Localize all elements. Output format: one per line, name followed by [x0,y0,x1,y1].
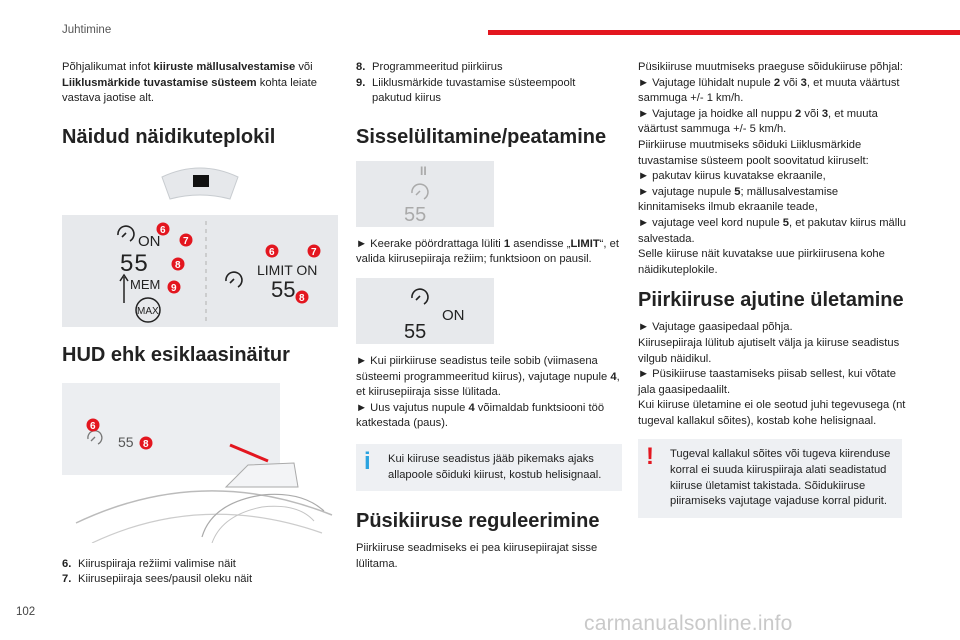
bullet-speed-shown: ► pakutav kiirus kuvatakse ekraanile, [638,170,826,183]
paragraph-enable: ► Kui piirkiiruse seadistus teile sobib (viimasena süsteemi programmeeritud kiirus), vajutage nupule 4, et kiirusepiiraja sisse lülitada. [356,354,620,399]
paragraph-new-limit: Selle kiiruse näit kuvatakse uue piirkiirusena kohe näidikuteplokile. [638,248,885,276]
info-notice [356,444,622,491]
legend-list-col1 [62,557,338,588]
pause-symbol: II [420,163,427,178]
callout-6-right [266,244,279,258]
warning-notice [638,439,902,517]
paragraph-change-speed: Püsikiiruse muutmiseks praeguse sõidukiiruse põhjal: [638,61,903,73]
paragraph-limiter-off: Kiirusepiiraja lülitub ajutiselt välja ja kiiruse seadistus vilgub näidikul. [638,336,900,365]
speed-value-right: 55 [271,276,296,302]
speed-value-left: 55 [120,249,149,277]
svg-text:8: 8 [143,438,149,450]
heading-temporary-exceed: Piirkiiruse ajutine ületamine [638,289,904,312]
on-label-left: ON [138,232,161,250]
max-label: MAX [137,305,159,317]
bullet-release-pedal: ► Püsikiiruse taastamiseks piisab sellest, kui võtate jala gaasipedaalilt. [638,368,896,396]
callout-7-right [308,244,321,258]
paragraph-activate: ► Keerake pöördrattaga lüliti 1 asendisse „LIMIT“, et valida kiirusepiiraja režiim; funktsioon on pausil. [356,237,619,266]
bullet-short-press: ► Vajutage lühidalt nupule 2 või 3, et muuta väärtust sammuga +/- 1 km/h. [638,76,900,105]
svg-text:7: 7 [311,246,317,258]
column-2 [356,60,622,572]
active-speed: 55 [404,320,427,343]
svg-text:9: 9 [171,282,177,294]
running-header: Juhtimine [62,24,112,36]
active-on-label: ON [442,306,465,324]
active-display-image [356,278,494,344]
cluster-display-image [62,215,338,327]
list-item: 6. Kiiruspiiraja režiimi valimise näit [62,557,236,570]
paragraph-sign-recognition: Piirkiiruse muutmiseks sõiduki Liiklusmärkide tuvastamise süsteem poolt soovitatud kiiruselt: [638,138,869,167]
dashboard-locator-image [62,163,338,203]
bullet-floor-pedal: ► Vajutage gaasipedaal põhja. [638,321,793,334]
paragraph-cruise-intro: Piirkiiruse seadmiseks ei pea kiirusepiirajat sisse lülitama. [356,542,598,570]
bullet-press-5: ► vajutage nupule 5; mällusalvestamise kinnitamiseks ilmub ekraanile teade, [638,185,839,214]
svg-text:8: 8 [175,259,181,271]
heading-hud: HUD ehk esiklaasinäitur [62,343,290,366]
callout-8-right [296,290,309,304]
list-item: 7. Kiirusepiiraja sees/pausil oleku näit [62,573,253,586]
column-1 [62,60,338,588]
callout-9-left [168,280,181,294]
heading-cruise-adjust: Püsikiiruse reguleerimine [356,510,600,533]
heading-cluster-displays: Näidud näidikuteplokil [62,125,276,148]
paused-speed: 55 [404,203,427,226]
column-3 [638,60,906,518]
warning-icon: ! [646,443,654,471]
svg-text:7: 7 [183,235,189,247]
list-item: 9. Liiklusmärkide tuvastamise süsteempoolt pakutud kiirus [356,76,576,105]
paused-display-image [356,161,494,227]
warning-text: Tugeval kallakul sõites või tugeva kiirenduse korral ei suuda kiiruspiiraja alati seadistatud kiiruse ületamist takistada. Sõidukiiruse piiramiseks vajutage vajaduse korral pidurit. [670,448,891,508]
heading-activation: Sisselülitamine/peatamine [356,125,607,148]
hud-speed: 55 [118,433,134,450]
callout-8-left [172,257,185,271]
limit-on-label: LIMIT ON [257,261,318,278]
page-number: 102 [16,606,36,618]
bullet-press-5-again: ► vajutage veel kord nupule 5, et pakutav kiirus mällu salvestada. [638,216,906,245]
mem-label: MEM [130,276,161,292]
info-text: Kui kiiruse seadistus jääb pikemaks ajaks allapoole sõiduki kiirust, kostub helisignaal. [388,452,602,481]
info-icon: i [364,447,371,475]
svg-text:6: 6 [269,246,275,258]
watermark: carmanualsonline.info [584,612,793,635]
svg-text:8: 8 [299,292,305,304]
svg-text:6: 6 [90,420,96,432]
hud-image [62,383,338,543]
svg-text:6: 6 [160,224,166,236]
intro-paragraph: Põhjalikumat infot kiiruste mällusalvestamise või Liiklusmärkide tuvastamise süsteem kohta leiate vastava jaotise alt. [62,61,317,105]
callout-7-left [180,233,193,247]
header-accent-bar [488,30,960,35]
paragraph-pause: ► Uus vajutus nupule 4 võimaldab funktsiooni töö katkestada (paus). [356,401,605,430]
paragraph-audible-signal: Kui kiiruse ületamine ei ole seotud juhi tegevusega (nt tugeval kallakul sõites), kostab kohe helisignaal. [638,399,906,427]
bullet-long-press: ► Vajutage ja hoidke all nuppu 2 või 3, et muuta väärtust sammuga +/- 5 km/h. [638,107,878,136]
list-item: 8. Programmeeritud piirkiirus [356,61,503,73]
